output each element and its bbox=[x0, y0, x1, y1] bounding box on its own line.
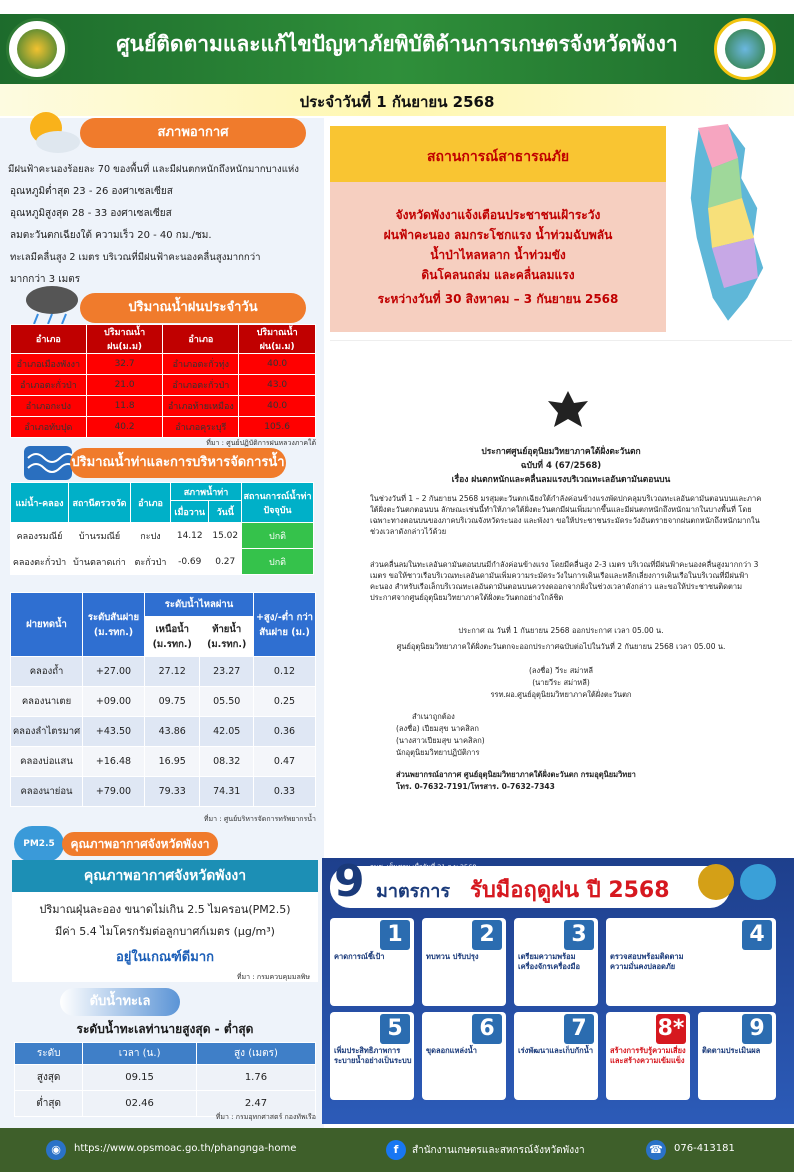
rain-cell: อำเภอกะปง bbox=[11, 396, 87, 417]
weather-announcement bbox=[330, 340, 792, 836]
measure-card-3 bbox=[514, 918, 598, 1006]
water-header-level: สภาพน้ำท่า bbox=[171, 483, 242, 501]
disaster-line-5: ระหว่างวันที่ 30 สิงหาคม – 3 กันยายน 2568 bbox=[377, 292, 619, 306]
doc-copy-2: (ลงชื่อ) เปียมสุข นาคสิลก bbox=[396, 724, 479, 733]
globe-icon: ◉ bbox=[46, 1140, 66, 1160]
rain-cell: อำเภอตะกั่วป่า bbox=[11, 375, 87, 396]
water-header-yesterday: เมื่อวาน bbox=[171, 501, 209, 523]
weir-header-down: ท้ายน้ำ (ม.รทก.) bbox=[200, 617, 254, 657]
weir-cell: คลองนาย่อน bbox=[11, 777, 83, 807]
rain-cell: 40.0 bbox=[239, 396, 316, 417]
measure-card-6 bbox=[422, 1012, 506, 1100]
measure-card-7 bbox=[514, 1012, 598, 1100]
weir-cell: 0.12 bbox=[254, 657, 316, 687]
rain-header-amount: ปริมาณน้ำฝน(ม.ม) bbox=[86, 325, 163, 354]
measure-num: 6 bbox=[472, 1014, 502, 1044]
measure-card-4 bbox=[606, 918, 776, 1006]
rain-cell: อำเภอทับปุด bbox=[11, 417, 87, 438]
weir-cell: +09.00 bbox=[83, 687, 145, 717]
rain-header-district2: อำเภอ bbox=[163, 325, 239, 354]
weir-cell: 0.47 bbox=[254, 747, 316, 777]
water-header-district: อำเภอ bbox=[131, 483, 171, 523]
rain-cell: 40.0 bbox=[239, 354, 316, 375]
measure-num: 1 bbox=[380, 920, 410, 950]
footer-website-link[interactable]: https://www.opsmoac.go.th/phangnga-home bbox=[74, 1143, 297, 1154]
weir-header-diff: +สูง/-ต่ำ กว่าสันฝาย (ม.) bbox=[254, 593, 316, 657]
weir-cell: 43.86 bbox=[145, 717, 200, 747]
water-wave-icon bbox=[24, 446, 72, 480]
measure-text: เพิ่มประสิทธิภาพการระบายน้ำอย่างเป็นระบบ bbox=[334, 1046, 412, 1065]
table-row bbox=[11, 657, 316, 687]
water-header-today: วันนี้ bbox=[209, 501, 242, 523]
tide-title: ระดับน้ำทะเลท่านายสูงสุด - ต่ำสุด bbox=[76, 1022, 254, 1036]
measure-text: ขุดลอกแหล่งน้ำ bbox=[426, 1046, 478, 1055]
doc-phone: โทร. 0-7632-7191/โทรสาร. 0-7632-7343 bbox=[396, 782, 555, 791]
tide-cell: 2.47 bbox=[196, 1091, 315, 1117]
rain-cell: 43.0 bbox=[239, 375, 316, 396]
weir-cell: 08.32 bbox=[200, 747, 254, 777]
measure-text: คาดการณ์ชี้เป้า bbox=[334, 952, 385, 961]
rain-cell: 105.6 bbox=[239, 417, 316, 438]
water-status-label: สถานการณ์น้ำท่า bbox=[243, 491, 312, 502]
doc-copy-1: สำเนาถูกต้อง bbox=[412, 712, 455, 721]
tide-cell: 09.15 bbox=[83, 1065, 197, 1091]
weir-cell: 0.25 bbox=[254, 687, 316, 717]
table-row bbox=[11, 687, 316, 717]
weather-line-1: มีฝนฟ้าคะนองร้อยละ 70 ของพื้นที่ และมีฝนตกหนักถึงหนักมากบางแห่ง bbox=[8, 164, 299, 175]
status-badge: ปกติ bbox=[242, 549, 314, 575]
weir-cell: 79.33 bbox=[145, 777, 200, 807]
tide-source: ที่มา : กรมอุทกศาสตร์ กองทัพเรือ bbox=[215, 1113, 316, 1121]
measures-title: รับมือฤดูฝน ปี 2568 bbox=[470, 878, 670, 903]
measure-num: 7 bbox=[564, 1014, 594, 1044]
sun-cloud-icon bbox=[20, 106, 82, 156]
facebook-icon: f bbox=[386, 1140, 406, 1160]
measure-text: สร้างการรับรู้ความเสี่ยงและสร้างความเข้มแข็ง bbox=[610, 1046, 686, 1065]
measure-num: 2 bbox=[472, 920, 502, 950]
air-line-2: มีค่า 5.4 ไมโครกรัมต่อลูกบาศก์เมตร (μg/m³) bbox=[55, 925, 275, 938]
disaster-line-2: ฝนฟ้าคะนอง ลมกระโชกแรง น้ำท่วมฉับพลัน bbox=[383, 228, 613, 242]
measure-num: 4 bbox=[742, 920, 772, 950]
doc-sign-name: (นายวีระ สม่าหลี) bbox=[532, 678, 590, 687]
weir-source: ที่มา : ศูนย์บริหารจัดการทรัพยากรน้ำ bbox=[203, 815, 316, 823]
tide-cell: 1.76 bbox=[196, 1065, 315, 1091]
weir-cell: คลองลำไตรมาศ bbox=[11, 717, 83, 747]
rain-cell: อำเภอตะกั่วป่า bbox=[163, 375, 239, 396]
weir-cell: คลองบ่อแสน bbox=[11, 747, 83, 777]
air-quality-title: คุณภาพอากาศจังหวัดพังงา bbox=[12, 860, 318, 892]
weir-header-flow: ระดับน้ำไหลผ่าน bbox=[145, 593, 254, 617]
measure-text: ติดตามประเมินผล bbox=[702, 1046, 761, 1055]
page-title: ศูนย์ติดตามและแก้ไขปัญหาภัยพิบัติด้านการเกษตรจังหวัดพังงา bbox=[116, 32, 678, 56]
pm25-icon bbox=[14, 826, 64, 862]
weather-line-2: อุณหภูมิต่ำสุด 23 - 26 องศาเซลเซียส bbox=[10, 186, 173, 197]
doc-subject: เรื่อง ฝนตกหนักและคลื่นลมแรงบริเวณทะเลอันดามันตอนบน bbox=[451, 475, 671, 485]
weather-section-label: สภาพอากาศ bbox=[80, 118, 306, 148]
measure-text: ตรวจสอบพร้อมติดตามความมั่นคงปลอดภัย bbox=[610, 952, 684, 971]
tide-section-label: ดับน้ำทะเล bbox=[60, 988, 180, 1016]
water-cell: 0.27 bbox=[209, 549, 242, 575]
tide-cell: สูงสุด bbox=[15, 1065, 83, 1091]
measure-card-8 bbox=[606, 1012, 690, 1100]
weir-cell: 09.75 bbox=[145, 687, 200, 717]
weir-cell: 27.12 bbox=[145, 657, 200, 687]
measure-text: เตรียมความพร้อมเครื่องจักรเครื่องมือ bbox=[518, 952, 580, 971]
weir-cell: +16.48 bbox=[83, 747, 145, 777]
table-row bbox=[11, 375, 316, 396]
tide-header-height: สูง (เมตร) bbox=[196, 1043, 315, 1065]
water-status-label2: ปัจจุบัน bbox=[263, 505, 292, 516]
weather-line-3: อุณหภูมิสูงสุด 28 - 33 องศาเซลเซียส bbox=[10, 208, 172, 219]
rain-cell: อำเภอท้ายเหมือง bbox=[163, 396, 239, 417]
rain-source: ที่มา : ศูนย์ปฏิบัติการฝนหลวงภาคใต้ bbox=[206, 439, 316, 447]
doc-issue: ฉบับที่ 4 (67/2568) bbox=[520, 461, 602, 471]
weir-cell: คลองนาเตย bbox=[11, 687, 83, 717]
status-badge: ปกติ bbox=[242, 523, 314, 549]
measure-text: ทบทวน ปรับปรุง bbox=[426, 952, 479, 961]
rain-cell: อำเภอตะกั่วทุ่ง bbox=[163, 354, 239, 375]
air-status: อยู่ในเกณฑ์ดีมาก bbox=[115, 950, 214, 965]
measure-num: 8* bbox=[656, 1014, 686, 1044]
doc-sign-position: รรท.ผอ.ศูนย์อุตุนิยมวิทยาภาคใต้ฝั่งตะวันตก bbox=[490, 690, 632, 699]
tide-table bbox=[14, 1042, 316, 1117]
table-row bbox=[11, 717, 316, 747]
province-logo bbox=[714, 18, 776, 80]
doc-org: ประกาศศูนย์อุตุนิยมวิทยาภาคใต้ฝั่งตะวันตก bbox=[481, 447, 641, 457]
rain-cell: 32.7 bbox=[86, 354, 163, 375]
phone-icon: ☎ bbox=[646, 1140, 666, 1160]
water-cell: ตะกั่วป่า bbox=[131, 549, 171, 575]
measure-card-2 bbox=[422, 918, 506, 1006]
doc-next: ศูนย์อุตุนิยมวิทยาภาคใต้ฝั่งตะวันตกจะออกประกาศฉบับต่อไปในวันที่ 2 กันยายน 2568 เวลา 05.00 น. bbox=[396, 642, 726, 651]
measure-num: 9 bbox=[742, 1014, 772, 1044]
water-header-river: แม่น้ำ-คลอง bbox=[11, 483, 69, 523]
weir-cell: 0.36 bbox=[254, 717, 316, 747]
weather-line-4: ลมตะวันตกเฉียงใต้ ความเร็ว 20 - 40 กม./ชม. bbox=[10, 230, 212, 241]
doc-para-2: ส่วนคลื่นลมในทะเลอันดามันตอนบนมีกำลังค่อนข้างแรง โดยมีคลื่นสูง 2-3 เมตร บริเวณที่มีฝนฟ้าคะนองคลื่นสูงมากกว่า 3 เมตร ขอให้ชาวเรือบริเวณทะเลอันดามันเพิ่มความระมัดระวังในการเดินเรือและหลีกเลี่ยงการเดินเรือในบริเวณที่มีฝนฟ้าคะนอง สำหรับเรือเล็กบริเวณทะเลอันดามันตอนบนควรงดออกจากฝั่งในช่วงเวลาดังกล่าว และขอให้ประชาชนติดตามประกาศจากศูนย์อุตุนิยมวิทยาภาคใต้ฝั่งตะวันตกอย่างใกล้ชิด bbox=[370, 560, 759, 602]
tide-header-time: เวลา (น.) bbox=[83, 1043, 197, 1065]
measure-card-1 bbox=[330, 918, 414, 1006]
water-header-station: สถานีตรวจวัด bbox=[69, 483, 131, 523]
doc-announced: ประกาศ ณ วันที่ 1 กันยายน 2568 ออกประกาศ เวลา 05.00 น. bbox=[458, 626, 664, 635]
measure-num: 3 bbox=[564, 920, 594, 950]
weir-cell: 74.31 bbox=[200, 777, 254, 807]
water-cell: 15.02 bbox=[209, 523, 242, 549]
water-cell: คลองรมณีย์ bbox=[11, 523, 69, 549]
weir-cell: +43.50 bbox=[83, 717, 145, 747]
water-cell: -0.69 bbox=[171, 549, 209, 575]
agriculture-logo bbox=[6, 18, 68, 80]
measure-num: 5 bbox=[380, 1014, 410, 1044]
province-map bbox=[668, 118, 792, 330]
pm25-badge-text: PM2.5 bbox=[23, 839, 55, 849]
water-cell: บ้านตลาดเก่า bbox=[69, 549, 131, 575]
air-source: ที่มา : กรมควบคุมมลพิษ bbox=[236, 973, 310, 981]
doc-contact: ส่วนพยากรณ์อากาศ ศูนย์อุตุนิยมวิทยาภาคใต้ฝั่งตะวันตก กรมอุตุนิยมวิทยา bbox=[396, 770, 636, 779]
water-header-status bbox=[242, 483, 314, 523]
measure-text: เร่งพัฒนาและเก็บกักน้ำ bbox=[518, 1046, 594, 1055]
doc-copy-3: (นางสาวเปียมสุข นาคสิลก) bbox=[396, 736, 485, 745]
table-row bbox=[15, 1065, 316, 1091]
table-row bbox=[11, 396, 316, 417]
table-row bbox=[11, 777, 316, 807]
rain-cell: 40.2 bbox=[86, 417, 163, 438]
report-date: ประจำวันที่ 1 กันยายน 2568 bbox=[299, 93, 495, 111]
measures-note: กนช. เห็นชอบ เมื่อวันที่ 21 ก.พ.2568 bbox=[370, 863, 477, 871]
garuda-emblem bbox=[546, 389, 590, 429]
rain-header-district: อำเภอ bbox=[11, 325, 87, 354]
disaster-title: สถานการณ์สาธารณภัย bbox=[426, 149, 570, 165]
weir-cell: 16.95 bbox=[145, 747, 200, 777]
rain-table bbox=[10, 324, 316, 438]
disaster-line-1: จังหวัดพังงาแจ้งเตือนประชาชนเฝ้าระวัง bbox=[395, 208, 601, 222]
footer-phone: 076-413181 bbox=[674, 1143, 735, 1154]
weir-cell: คลองถ้ำ bbox=[11, 657, 83, 687]
weir-cell: 05.50 bbox=[200, 687, 254, 717]
weir-cell: 23.27 bbox=[200, 657, 254, 687]
weather-line-6: มากกว่า 3 เมตร bbox=[10, 274, 81, 285]
measure-card-5 bbox=[330, 1012, 414, 1100]
rain-section-label: ปริมาณน้ำฝนประจำวัน bbox=[80, 293, 306, 323]
rain-header-amount2: ปริมาณน้ำฝน(ม.ม) bbox=[239, 325, 316, 354]
air-section-label: คุณภาพอากาศจังหวัดพังงา bbox=[62, 832, 218, 856]
water-cell: กะปง bbox=[131, 523, 171, 549]
rain-cell: อำเภอคุระบุรี bbox=[163, 417, 239, 438]
water-cell: บ้านรมณีย์ bbox=[69, 523, 131, 549]
rain-cloud-icon bbox=[22, 282, 84, 326]
footer-facebook-link[interactable]: สำนักงานเกษตรและสหกรณ์จังหวัดพังงา bbox=[412, 1145, 585, 1156]
tide-cell: ต่ำสุด bbox=[15, 1091, 83, 1117]
weir-cell: 0.33 bbox=[254, 777, 316, 807]
water-cell: 14.12 bbox=[171, 523, 209, 549]
measures-number: 9 bbox=[334, 856, 365, 907]
tide-header-level: ระดับ bbox=[15, 1043, 83, 1065]
weather-line-5: ทะเลมีคลื่นสูง 2 เมตร บริเวณที่มีฝนฟ้าคะนองคลื่นสูงมากกว่า bbox=[10, 252, 261, 263]
table-row bbox=[11, 354, 316, 375]
weir-cell: 42.05 bbox=[200, 717, 254, 747]
weir-cell: +27.00 bbox=[83, 657, 145, 687]
table-row bbox=[11, 747, 316, 777]
weir-header-name: ฝายทดน้ำ bbox=[11, 593, 83, 657]
weir-header-up: เหนือน้ำ (ม.รทก.) bbox=[145, 617, 200, 657]
weir-cell: +79.00 bbox=[83, 777, 145, 807]
disaster-line-4: ดินโคลนถล่ม และคลื่นลมแรง bbox=[421, 268, 575, 282]
thai-emblem-logo bbox=[698, 864, 734, 900]
rain-cell: 11.8 bbox=[86, 396, 163, 417]
air-line-1: ปริมาณฝุ่นละออง ขนาดไม่เกิน 2.5 ไมครอน(PM2.5) bbox=[39, 903, 291, 916]
table-row bbox=[11, 523, 314, 549]
doc-sign: (ลงชื่อ) วีระ สม่าหลี bbox=[528, 666, 593, 675]
measure-card-9 bbox=[698, 1012, 776, 1100]
weir-header-crest: ระดับสันฝาย (ม.รทก.) bbox=[83, 593, 145, 657]
rain-cell: อำเภอเมืองพังงา bbox=[11, 354, 87, 375]
measures-label: มาตรการ bbox=[376, 881, 451, 902]
weir-table bbox=[10, 592, 316, 807]
doc-para-1: ในช่วงวันที่ 1 – 2 กันยายน 2568 มรสุมตะวันตกเฉียงใต้กำลังค่อนข้างแรงพัดปกคลุมบริเวณทะเลอันดามันตอนบนและภาคใต้ฝั่งตะวันตกตอนบน ลักษณะเช่นนี้ทำให้ภาคใต้ฝั่งตะวันตกมีฝนเพิ่มมากขึ้นและมีฝนตกหนักถึงหนักมากในบางพื้นที่ โดยเฉพาะทางตอนบนของภาคบริเวณจังหวัดระนอง และพังงา ขอให้ประชาชนระมัดระวังอันตรายจากฝนตกหนักถึงหนักมากในช่วงเวลาดังกล่าวไว้ด้วย bbox=[370, 494, 762, 536]
disaster-line-3: น้ำป่าไหลหลาก น้ำท่วมขัง bbox=[430, 248, 566, 262]
table-row bbox=[11, 417, 316, 438]
doc-copy-4: นักอุตุนิยมวิทยาปฏิบัติการ bbox=[396, 748, 480, 757]
water-cell: คลองตะกั่วป่า bbox=[11, 549, 69, 575]
rain-cell: 21.0 bbox=[86, 375, 163, 396]
water-section-label: ปริมาณน้ำท่าและการบริหารจัดการน้ำ bbox=[70, 448, 286, 478]
water-agency-logo bbox=[740, 864, 776, 900]
tide-cell: 02.46 bbox=[83, 1091, 197, 1117]
table-row bbox=[11, 549, 314, 575]
water-table bbox=[10, 482, 314, 575]
